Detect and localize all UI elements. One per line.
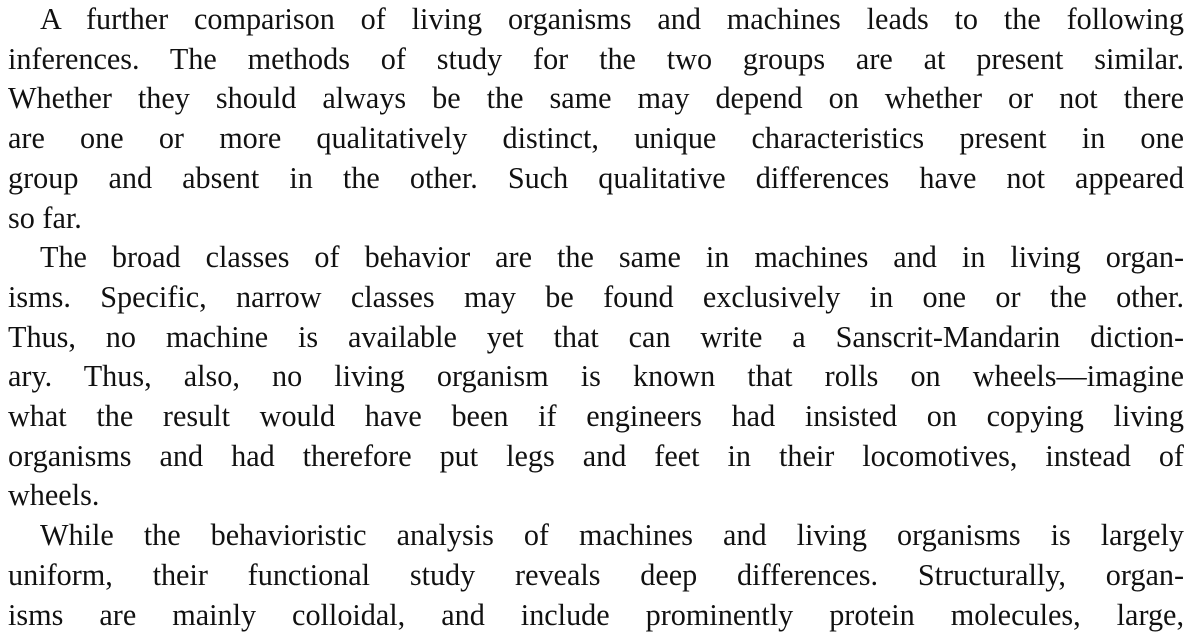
text-line: are one or more qualitatively distinct, unique characteristics present in one [8,121,1184,156]
text-line: organisms and had therefore put legs and feet in their locomotives, instead of [8,438,1184,473]
paragraph-3 [8,516,1184,635]
text-line: ary. Thus, also, no living organism is known that rolls on wheels—imagine [8,359,1184,394]
text-line: Whether they should always be the same may depend on whether or not there [8,81,1184,116]
paragraph-1 [8,0,1184,238]
text-line: A further comparison of living organisms and machines leads to the following [40,2,1184,36]
text-line: so far. [8,200,82,235]
text-line: Thus, no machine is available yet that can write a Sanscrit-Mandarin diction- [8,319,1184,354]
paragraph-2 [8,238,1184,516]
text-line: The broad classes of behavior are the same in machines and in living organ- [40,240,1184,275]
text-line: isms. Specific, narrow classes may be found exclusively in one or the other. [8,279,1184,314]
text-line: While the behavioristic analysis of machines and living organisms is largely [40,518,1184,553]
document-text [8,0,1184,635]
text-line: group and absent in the other. Such qualitative differences have not appeared [8,160,1184,195]
text-line: what the result would have been if engineers had insisted on copying living [8,399,1184,434]
text-line: wheels. [8,478,100,513]
text-line: inferences. The methods of study for the two groups are at present similar. [8,41,1184,76]
text-line: isms are mainly colloidal, and include prominently protein molecules, large, [8,597,1184,632]
text-line: uniform, their functional study reveals deep differences. Structurally, organ- [8,557,1184,592]
